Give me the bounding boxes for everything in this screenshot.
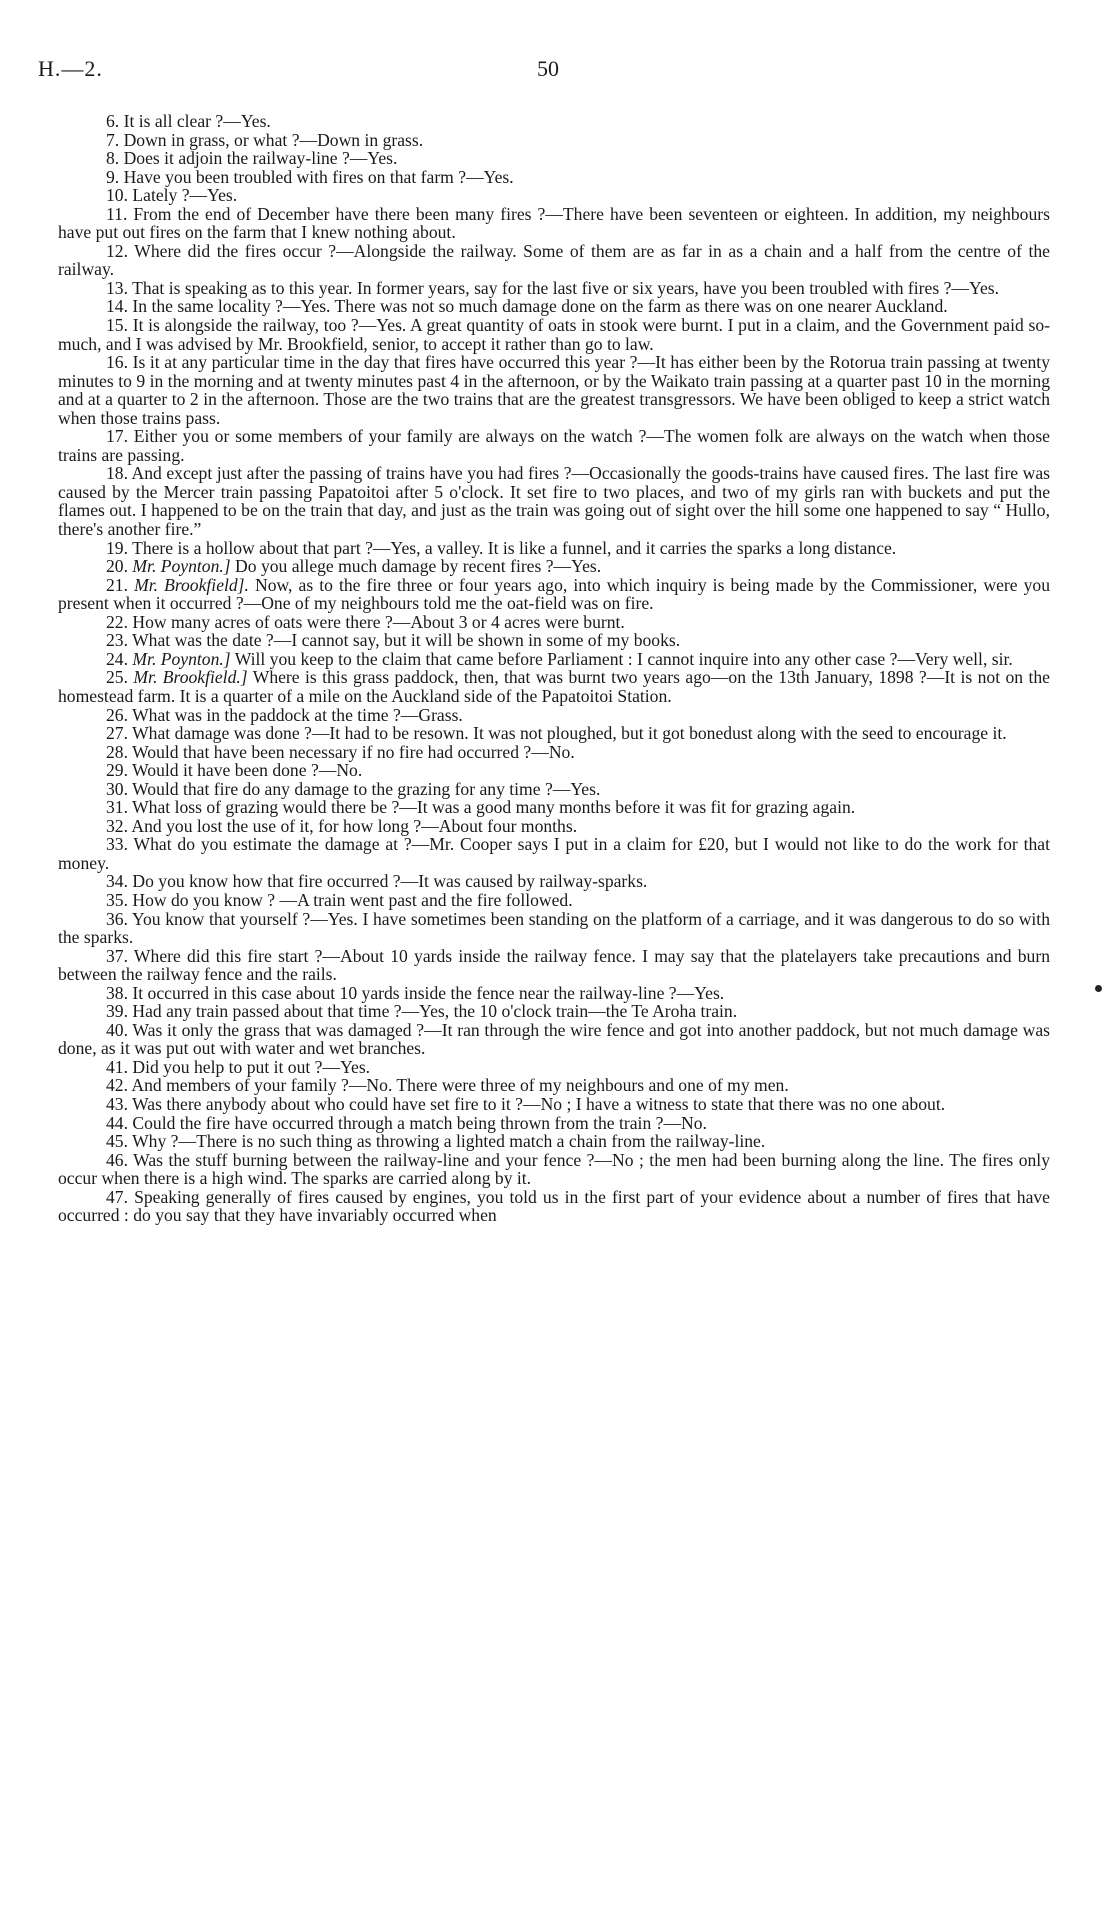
evidence-paragraph (58, 650, 1050, 669)
evidence-paragraph: 33. What do you estimate the damage at ?—Mr. Cooper says I put in a claim for £20, but I would not like to do the work for that money. (58, 834, 1050, 873)
evidence-paragraph: 19. There is a hollow about that part ?—Yes, a valley. It is like a funnel, and it carries the sparks a long distance. (106, 537, 897, 558)
page-number: 50 (537, 56, 559, 81)
evidence-paragraph: 36. You know that yourself ?—Yes. I have sometimes been standing on the platform of a carriage, and it was dangerous to do so with the sparks. (58, 908, 1050, 948)
evidence-paragraph: 46. Was the stuff burning between the railway-line and your fence ?—No ; the men had been burning along the line. The fires only occur when there is a high wind. The sparks are carried along by it. (58, 1149, 1050, 1189)
evidence-paragraph: 9. Have you been troubled with fires on that farm ?—Yes. (106, 166, 514, 187)
evidence-paragraph: 35. How do you know ? —A train went past and the fire followed. (106, 889, 573, 910)
evidence-paragraph: 42. And members of your family ?—No. There were three of my neighbours and one of my men. (106, 1075, 789, 1096)
evidence-paragraph: 16. Is it at any particular time in the day that fires have occurred this year ?—It has either been by the Rotorua train passing at twenty minutes to 9 in the morning and at twenty minutes past 4 in the afternoon, or by the Waikato train passing at a quarter past 10 in the morning and at a quarter to 2 in the afternoon. Those are the two trains that are the greatest transgressors. We have been obliged to keep a strict watch when those trains pass. (58, 352, 1050, 428)
paragraph-text: Will you keep to the claim that came before Parliament : I cannot inquire into any other case ?—Very well, sir. (230, 648, 1013, 669)
evidence-paragraph: 6. It is all clear ?—Yes. (106, 111, 271, 131)
evidence-paragraph: 40. Was it only the grass that was damaged ?—It ran through the wire fence and got into another paddock, but not much damage was done, as it was put out with water and wet branches. (58, 1019, 1050, 1059)
evidence-paragraph: 14. In the same locality ?—Yes. There was not so much damage done on the farm as there was on one nearer Auckland. (106, 296, 948, 317)
evidence-paragraph: 18. And except just after the passing of trains have you had fires ?—Occasionally the goods-trains have caused fires. The last fire was caused by the Mercer train passing Papatoitoi after 5 o'clock. It set fire to two places, and two of my girls ran with buckets and put the flames out. I happened to be on the train that day, and just as the train was going out of sight over the hill some one happened to say “ Hullo, there's another fire.” (58, 463, 1050, 540)
evidence-paragraph: 45. Why ?—There is no such thing as throwing a lighted match a chain from the railway-line. (106, 1131, 766, 1152)
evidence-body (58, 112, 1050, 1225)
paragraph-text: Where is this grass paddock, then, that was burnt two years ago—on the 13th January, 1898 ?—It is not on the homestead farm. It is a quarter of a mile on the Auckland side of the Papatoitoi Station. (58, 667, 1050, 706)
evidence-paragraph: 17. Either you or some members of your family are always on the watch ?—The women folk are always on the watch when those trains are passing. (58, 426, 1050, 465)
paragraph-number: 25. (106, 667, 128, 688)
evidence-paragraph: 43. Was there anybody about who could have set fire to it ?—No ; I have a witness to state that there was no one about. (106, 1093, 946, 1114)
evidence-paragraph: 8. Does it adjoin the railway-line ?—Yes. (106, 148, 398, 169)
evidence-paragraph: 32. And you lost the use of it, for how long ?—About four months. (106, 815, 578, 836)
evidence-paragraph: 23. What was the date ?—I cannot say, but it will be shown in some of my books. (106, 630, 681, 651)
evidence-paragraph: 31. What loss of grazing would there be ?—It was a good many months before it was fit for grazing again. (106, 797, 856, 818)
evidence-paragraph: 26. What was in the paddock at the time ?—Grass. (106, 704, 463, 725)
evidence-paragraph: 28. Would that have been necessary if no fire had occurred ?—No. (106, 741, 575, 762)
evidence-paragraph: 47. Speaking generally of fires caused by engines, you told us in the first part of your evidence about a number of fires that have occurred : do you say that they have invariably occurred when (58, 1186, 1050, 1226)
evidence-paragraph: 11. From the end of December have there been many fires ?—There have been seventeen or eighteen. In addition, my neighbours have put out fires on the farm that I knew nothing about. (58, 203, 1050, 243)
evidence-paragraph: 15. It is alongside the railway, too ?—Yes. A great quantity of oats in stook were burnt. I put in a claim, and the Government paid so-much, and I was advised by Mr. Brookfield, senior, to accept it rather than go to law. (58, 315, 1050, 354)
paragraph-number: 21. (106, 574, 128, 595)
evidence-paragraph: 34. Do you know how that fire occurred ?—It was caused by railway-sparks. (106, 871, 648, 892)
evidence-paragraph: 7. Down in grass, or what ?—Down in grass. (106, 129, 424, 150)
evidence-paragraph (58, 557, 1050, 576)
evidence-paragraph: 41. Did you help to put it out ?—Yes. (106, 1056, 371, 1077)
evidence-paragraph: 38. It occurred in this case about 10 yards inside the fence near the railway-line ?—Yes. (106, 982, 725, 1003)
evidence-paragraph (58, 668, 1050, 705)
margin-mark (1095, 985, 1102, 992)
speaker-name: Mr. Brookfield.] (133, 667, 248, 688)
evidence-paragraph: 13. That is speaking as to this year. In former years, say for the last five or six years, have you been troubled with fires ?—Yes. (106, 277, 999, 298)
document-reference: H.—2. (38, 56, 103, 81)
speaker-name: Mr. Poynton.] (132, 648, 231, 669)
evidence-paragraph: 37. Where did this fire start ?—About 10 yards inside the railway fence. I may say that the platelayers take precautions and burn between the railway fence and the rails. (58, 945, 1050, 985)
evidence-paragraph (58, 576, 1050, 613)
paragraph-text: Do you allege much damage by recent fires ?—Yes. (230, 556, 602, 577)
evidence-paragraph: 27. What damage was done ?—It had to be resown. It was not ploughed, but it got bonedust along with the seed to encourage it. (106, 723, 1007, 744)
evidence-paragraph: 39. Had any train passed about that time ?—Yes, the 10 o'clock train—the Te Aroha train. (106, 1001, 738, 1022)
evidence-paragraph: 10. Lately ?—Yes. (106, 185, 238, 206)
paragraph-number: 20. (106, 556, 128, 577)
speaker-name: Mr. Poynton.] (132, 556, 231, 577)
evidence-paragraph: 22. How many acres of oats were there ?—About 3 or 4 acres were burnt. (106, 611, 625, 632)
paragraph-text: Now, as to the fire three or four years ago, into which inquiry is being made by the Commissioner, were you present when it occurred ?—One of my neighbours told me the oat-field was on fire. (58, 574, 1050, 614)
evidence-paragraph: 12. Where did the fires occur ?—Alongside the railway. Some of them are as far in as a chain and a half from the centre of the railway. (58, 240, 1050, 280)
evidence-paragraph: 29. Would it have been done ?—No. (106, 760, 363, 781)
speaker-name: Mr. Brookfield]. (134, 574, 249, 595)
evidence-paragraph: 44. Could the fire have occurred through a match being thrown from the train ?—No. (106, 1112, 707, 1133)
paragraph-number: 24. (106, 648, 128, 669)
evidence-paragraph: 30. Would that fire do any damage to the grazing for any time ?—Yes. (106, 778, 601, 799)
